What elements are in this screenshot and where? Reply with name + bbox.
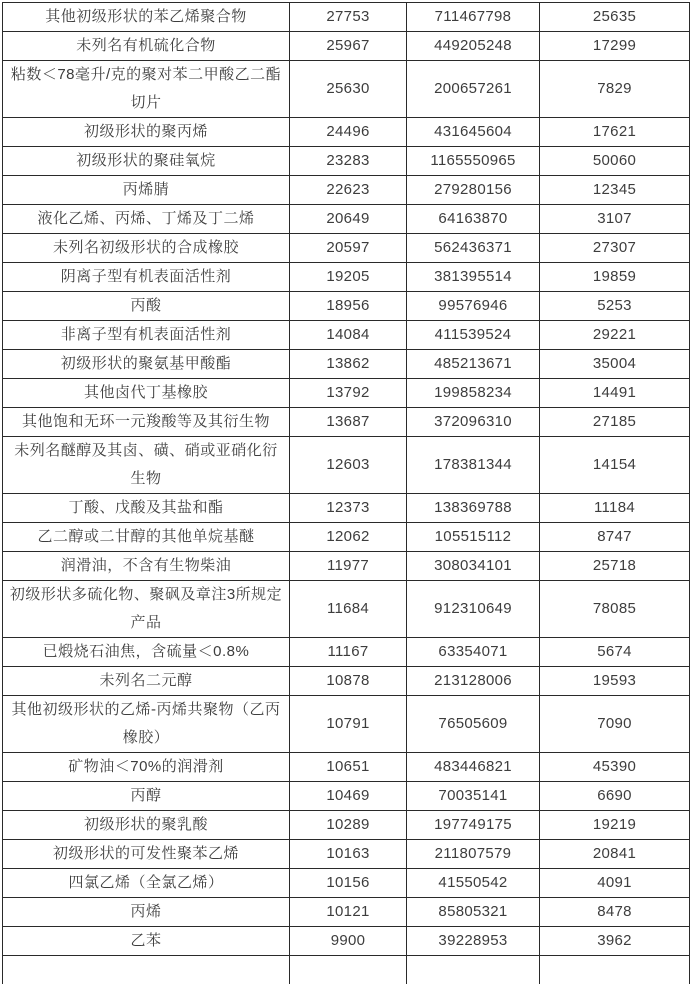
value-cell: 13862 bbox=[290, 350, 407, 379]
value-cell: 20649 bbox=[290, 205, 407, 234]
value-cell: 35004 bbox=[540, 350, 690, 379]
value-cell: 279280156 bbox=[407, 176, 540, 205]
product-name-cell: 液化乙烯、丙烯、丁烯及丁二烯 bbox=[3, 205, 290, 234]
table-row bbox=[3, 581, 690, 638]
product-name-cell: 丙烯 bbox=[3, 898, 290, 927]
value-cell: 381395514 bbox=[407, 263, 540, 292]
table-row-partial bbox=[3, 956, 690, 984]
product-name-cell: 丙酸 bbox=[3, 292, 290, 321]
value-cell: 12345 bbox=[540, 176, 690, 205]
value-cell: 25967 bbox=[290, 32, 407, 61]
product-name-cell: 初级形状的聚硅氧烷 bbox=[3, 147, 290, 176]
product-name-cell: 阴离子型有机表面活性剂 bbox=[3, 263, 290, 292]
value-cell: 70035141 bbox=[407, 782, 540, 811]
value-cell: 3107 bbox=[540, 205, 690, 234]
table-row bbox=[3, 234, 690, 263]
value-cell: 483446821 bbox=[407, 753, 540, 782]
table-row bbox=[3, 176, 690, 205]
table-row bbox=[3, 379, 690, 408]
data-table bbox=[2, 2, 690, 984]
empty-cell bbox=[3, 956, 290, 984]
product-name-cell: 粘数＜78毫升/克的聚对苯二甲酸乙二酯切片 bbox=[3, 61, 290, 118]
product-name-cell: 初级形状的可发性聚苯乙烯 bbox=[3, 840, 290, 869]
value-cell: 20597 bbox=[290, 234, 407, 263]
value-cell: 197749175 bbox=[407, 811, 540, 840]
product-name-cell: 未列名醚醇及其卤、磺、硝或亚硝化衍生物 bbox=[3, 437, 290, 494]
value-cell: 64163870 bbox=[407, 205, 540, 234]
value-cell: 10156 bbox=[290, 869, 407, 898]
value-cell: 6690 bbox=[540, 782, 690, 811]
table-row bbox=[3, 408, 690, 437]
value-cell: 11184 bbox=[540, 494, 690, 523]
value-cell: 5253 bbox=[540, 292, 690, 321]
value-cell: 45390 bbox=[540, 753, 690, 782]
table-row bbox=[3, 147, 690, 176]
value-cell: 14084 bbox=[290, 321, 407, 350]
table-row bbox=[3, 638, 690, 667]
product-name-cell: 初级形状的聚丙烯 bbox=[3, 118, 290, 147]
value-cell: 11167 bbox=[290, 638, 407, 667]
value-cell: 14154 bbox=[540, 437, 690, 494]
table-row bbox=[3, 667, 690, 696]
value-cell: 76505609 bbox=[407, 696, 540, 753]
value-cell: 17621 bbox=[540, 118, 690, 147]
value-cell: 105515112 bbox=[407, 523, 540, 552]
value-cell: 50060 bbox=[540, 147, 690, 176]
value-cell: 178381344 bbox=[407, 437, 540, 494]
value-cell: 18956 bbox=[290, 292, 407, 321]
product-name-cell: 乙二醇或二甘醇的其他单烷基醚 bbox=[3, 523, 290, 552]
value-cell: 23283 bbox=[290, 147, 407, 176]
value-cell: 25718 bbox=[540, 552, 690, 581]
table-row bbox=[3, 205, 690, 234]
value-cell: 19593 bbox=[540, 667, 690, 696]
product-name-cell: 未列名二元醇 bbox=[3, 667, 290, 696]
value-cell: 19219 bbox=[540, 811, 690, 840]
table-row bbox=[3, 811, 690, 840]
value-cell: 711467798 bbox=[407, 3, 540, 32]
product-name-cell: 四氯乙烯（全氯乙烯） bbox=[3, 869, 290, 898]
table-row bbox=[3, 350, 690, 379]
product-name-cell: 丙醇 bbox=[3, 782, 290, 811]
document-page bbox=[0, 2, 691, 927]
value-cell: 3962 bbox=[540, 927, 690, 956]
table-row bbox=[3, 437, 690, 494]
table-row bbox=[3, 494, 690, 523]
value-cell: 27185 bbox=[540, 408, 690, 437]
table-row bbox=[3, 321, 690, 350]
empty-cell bbox=[290, 956, 407, 984]
value-cell: 211807579 bbox=[407, 840, 540, 869]
value-cell: 25630 bbox=[290, 61, 407, 118]
value-cell: 29221 bbox=[540, 321, 690, 350]
table-row bbox=[3, 898, 690, 927]
value-cell: 19859 bbox=[540, 263, 690, 292]
value-cell: 22623 bbox=[290, 176, 407, 205]
product-name-cell: 非离子型有机表面活性剂 bbox=[3, 321, 290, 350]
value-cell: 10651 bbox=[290, 753, 407, 782]
product-name-cell: 未列名初级形状的合成橡胶 bbox=[3, 234, 290, 263]
value-cell: 39228953 bbox=[407, 927, 540, 956]
product-name-cell: 初级形状多硫化物、聚砜及章注3所规定产品 bbox=[3, 581, 290, 638]
value-cell: 449205248 bbox=[407, 32, 540, 61]
value-cell: 27753 bbox=[290, 3, 407, 32]
value-cell: 199858234 bbox=[407, 379, 540, 408]
value-cell: 24496 bbox=[290, 118, 407, 147]
product-name-cell: 乙苯 bbox=[3, 927, 290, 956]
value-cell: 10469 bbox=[290, 782, 407, 811]
value-cell: 27307 bbox=[540, 234, 690, 263]
value-cell: 8747 bbox=[540, 523, 690, 552]
table-row bbox=[3, 523, 690, 552]
product-name-cell: 其他饱和无环一元羧酸等及其衍生物 bbox=[3, 408, 290, 437]
table-row bbox=[3, 61, 690, 118]
product-name-cell: 其他初级形状的苯乙烯聚合物 bbox=[3, 3, 290, 32]
product-name-cell: 润滑油，不含有生物柴油 bbox=[3, 552, 290, 581]
table-row bbox=[3, 782, 690, 811]
value-cell: 308034101 bbox=[407, 552, 540, 581]
value-cell: 8478 bbox=[540, 898, 690, 927]
value-cell: 9900 bbox=[290, 927, 407, 956]
product-name-cell: 未列名有机硫化合物 bbox=[3, 32, 290, 61]
product-name-cell: 丁酸、戊酸及其盐和酯 bbox=[3, 494, 290, 523]
table-row bbox=[3, 118, 690, 147]
product-name-cell: 已煅烧石油焦，含硫量＜0.8% bbox=[3, 638, 290, 667]
value-cell: 12062 bbox=[290, 523, 407, 552]
value-cell: 10289 bbox=[290, 811, 407, 840]
value-cell: 7090 bbox=[540, 696, 690, 753]
product-name-cell: 其他初级形状的乙烯-丙烯共聚物（乙丙橡胶） bbox=[3, 696, 290, 753]
value-cell: 4091 bbox=[540, 869, 690, 898]
table-row bbox=[3, 869, 690, 898]
value-cell: 485213671 bbox=[407, 350, 540, 379]
value-cell: 5674 bbox=[540, 638, 690, 667]
table-row bbox=[3, 292, 690, 321]
empty-cell bbox=[407, 956, 540, 984]
table-row bbox=[3, 696, 690, 753]
product-name-cell: 丙烯腈 bbox=[3, 176, 290, 205]
value-cell: 11684 bbox=[290, 581, 407, 638]
value-cell: 372096310 bbox=[407, 408, 540, 437]
value-cell: 12603 bbox=[290, 437, 407, 494]
product-name-cell: 初级形状的聚氨基甲酸酯 bbox=[3, 350, 290, 379]
value-cell: 99576946 bbox=[407, 292, 540, 321]
value-cell: 17299 bbox=[540, 32, 690, 61]
value-cell: 19205 bbox=[290, 263, 407, 292]
value-cell: 63354071 bbox=[407, 638, 540, 667]
value-cell: 912310649 bbox=[407, 581, 540, 638]
table-row bbox=[3, 263, 690, 292]
value-cell: 562436371 bbox=[407, 234, 540, 263]
value-cell: 10878 bbox=[290, 667, 407, 696]
product-name-cell: 其他卤代丁基橡胶 bbox=[3, 379, 290, 408]
value-cell: 13687 bbox=[290, 408, 407, 437]
value-cell: 25635 bbox=[540, 3, 690, 32]
value-cell: 41550542 bbox=[407, 869, 540, 898]
value-cell: 78085 bbox=[540, 581, 690, 638]
value-cell: 7829 bbox=[540, 61, 690, 118]
value-cell: 13792 bbox=[290, 379, 407, 408]
table-row bbox=[3, 840, 690, 869]
value-cell: 200657261 bbox=[407, 61, 540, 118]
empty-cell bbox=[540, 956, 690, 984]
value-cell: 11977 bbox=[290, 552, 407, 581]
value-cell: 20841 bbox=[540, 840, 690, 869]
value-cell: 411539524 bbox=[407, 321, 540, 350]
value-cell: 14491 bbox=[540, 379, 690, 408]
value-cell: 10163 bbox=[290, 840, 407, 869]
value-cell: 12373 bbox=[290, 494, 407, 523]
value-cell: 10791 bbox=[290, 696, 407, 753]
table-row bbox=[3, 32, 690, 61]
product-name-cell: 矿物油＜70%的润滑剂 bbox=[3, 753, 290, 782]
value-cell: 85805321 bbox=[407, 898, 540, 927]
value-cell: 1165550965 bbox=[407, 147, 540, 176]
value-cell: 138369788 bbox=[407, 494, 540, 523]
table-row bbox=[3, 3, 690, 32]
value-cell: 213128006 bbox=[407, 667, 540, 696]
table-body bbox=[3, 3, 690, 984]
product-name-cell: 初级形状的聚乳酸 bbox=[3, 811, 290, 840]
value-cell: 431645604 bbox=[407, 118, 540, 147]
table-row bbox=[3, 753, 690, 782]
table-row bbox=[3, 927, 690, 956]
table-row bbox=[3, 552, 690, 581]
value-cell: 10121 bbox=[290, 898, 407, 927]
